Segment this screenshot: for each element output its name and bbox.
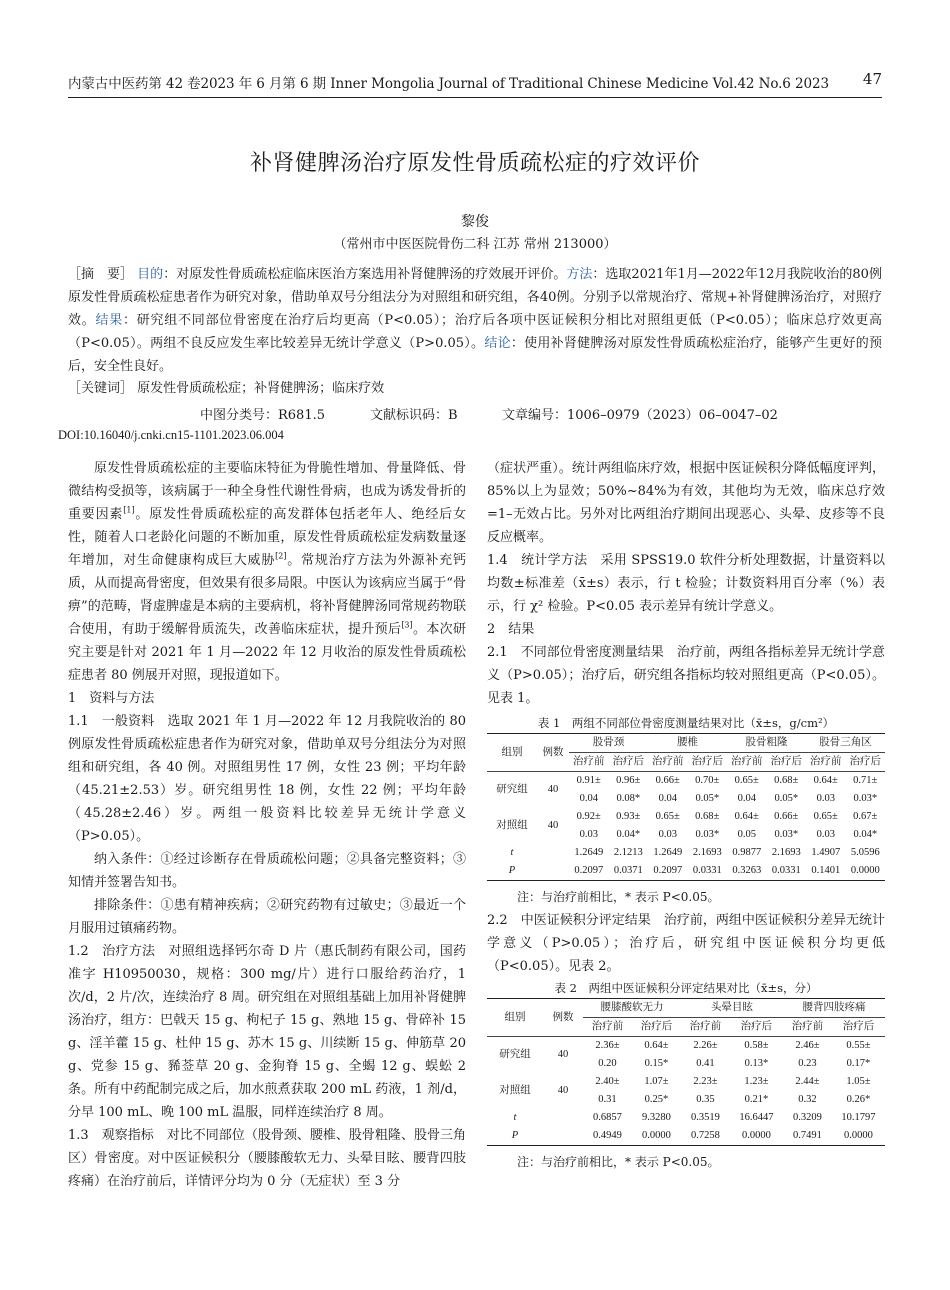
t2-cell: 0.31 bbox=[598, 1094, 617, 1105]
paragraph-1-3: 1.3 观察指标 对比不同部位（股骨颈、腰椎、股骨粗隆、股骨三角区）骨密度。对中医证候积分（腰膝酸软无力、头晕目眩、腰背四肢疼痛）在治疗前后，详情评分均为 0 分（无症状）至 3 分 bbox=[68, 1128, 466, 1189]
intro-text-c: 。常规治疗方法为外源补充钙质，从而提高骨密度，但效果有很多局限。中医认为该病应当属于“骨痹”的范畴，肾虚脾虚是本病的主要病机，将补肾健脾汤同常规药物联合使用，有助于缓解骨质流失，改善临床症状，提升预后 bbox=[68, 553, 466, 637]
t2-row-p bbox=[487, 1127, 885, 1146]
t1-cell: 0.67± bbox=[853, 811, 878, 822]
paragraph-2-1: 2.1 不同部位骨密度测量结果 治疗前，两组各指标差异无统计学意义（P>0.05）；治疗后，研究组各指标均较对照组更高（P<0.05）。见表 1。 bbox=[487, 645, 885, 706]
t2-cell: 2.26± bbox=[693, 1040, 718, 1051]
t1-cell: 0.2097 bbox=[574, 865, 604, 876]
t1-cell: 0.05* bbox=[695, 793, 720, 804]
ref-3: [3] bbox=[401, 620, 413, 630]
keywords bbox=[68, 377, 882, 396]
ref-1: [1] bbox=[123, 505, 135, 515]
t1-cell: 2.1213 bbox=[613, 847, 643, 858]
t2-post: 治疗后 bbox=[640, 1021, 673, 1032]
author: 黎俊 bbox=[461, 214, 489, 230]
t1-cell: 0.65± bbox=[734, 775, 759, 786]
t1-cell: 2.1693 bbox=[771, 847, 801, 858]
t1-pre: 治疗前 bbox=[810, 756, 842, 767]
t1-site: 股骨三角区 bbox=[806, 734, 885, 753]
abstract-label: ［摘 要］ bbox=[68, 267, 134, 282]
table2 bbox=[487, 998, 885, 1146]
paragraph-1-3-cont: （症状严重）。统计两组临床疗效，根据中医证候积分降低幅度评判，85%以上为显效；50%~84%为有效，其他均为无效，临床总疗效=1–无效占比。另外对比两组治疗期间出现恶心、头晕、皮疹等不良反应概率。 bbox=[487, 461, 885, 545]
t2-cell: 0.58± bbox=[744, 1040, 769, 1051]
objective-label: 目的 bbox=[137, 267, 164, 282]
t2-cell: 2.23± bbox=[693, 1076, 718, 1087]
affiliation: （常州市中医医院骨伤二科 江苏 常州 213000） bbox=[333, 237, 617, 252]
table1-caption: 表 1 两组不同部位骨密度测量结果对比（x̄±s，g/cm²） bbox=[537, 716, 835, 730]
t1-cell: 0.04* bbox=[616, 829, 641, 840]
result-label: 结果 bbox=[95, 313, 124, 328]
t1-cell: 0.05 bbox=[737, 829, 756, 840]
t2-cell: 10.1797 bbox=[841, 1112, 876, 1123]
t1-site: 腰椎 bbox=[648, 734, 727, 753]
t1-cell: 0.04* bbox=[853, 829, 878, 840]
t2-cell: 0.3519 bbox=[690, 1112, 720, 1123]
paragraph-1-4: 1.4 统计学方法 采用 SPSS19.0 软件分析处理数据，计量资料以均数±标准差（x̄±s）表示，行 t 检验；计数资料用百分率（%）表示，行 χ² 检验。P<0.05 表示差异有统计学意义。 bbox=[487, 553, 885, 614]
t2-row-control-mean bbox=[487, 1073, 885, 1091]
t1-cell: 0.3263 bbox=[732, 865, 762, 876]
t1-group-n: 40 bbox=[547, 784, 559, 795]
t1-site: 股骨粗隆 bbox=[727, 734, 806, 753]
t1-pre: 治疗前 bbox=[652, 756, 684, 767]
ref-2: [2] bbox=[275, 551, 287, 561]
t2-cell: 0.0000 bbox=[844, 1130, 873, 1141]
t1-cell: 5.0596 bbox=[850, 847, 880, 858]
t1-cell: 0.64± bbox=[734, 811, 759, 822]
abstract bbox=[68, 263, 882, 378]
t1-cell: 2.1693 bbox=[692, 847, 722, 858]
t1-cell: 0.0331 bbox=[692, 865, 722, 876]
intro-text-b: 。原发性骨质疏松症的高发群体包括老年人、绝经后女性，随着人口老龄化问题的不断加重，原发性骨质疏松症发病数量逐年增加，对生命健康构成巨大威胁 bbox=[68, 507, 466, 568]
t2-group-name: 研究组 bbox=[499, 1049, 531, 1060]
keywords-text: 原发性骨质疏松症；补肾健脾汤；临床疗效 bbox=[137, 381, 385, 396]
method-label: 方法 bbox=[566, 267, 593, 282]
t1-cell: 0.03 bbox=[579, 829, 598, 840]
t1-cell: 0.03 bbox=[816, 793, 835, 804]
t1-cell: 0.65± bbox=[813, 811, 838, 822]
t1-cell: 0.0331 bbox=[771, 865, 801, 876]
t1-cell: 0.03* bbox=[853, 793, 878, 804]
table2-caption: 表 2 两组中医证候积分评定结果对比（x̄±s，分） bbox=[554, 981, 818, 995]
t2-cell: 0.15* bbox=[644, 1058, 669, 1069]
t2-cell: 0.7258 bbox=[690, 1130, 720, 1141]
section-heading-2: 2 结果 bbox=[487, 622, 535, 637]
t2-group-n: 40 bbox=[557, 1049, 569, 1060]
t2-post: 治疗后 bbox=[740, 1021, 773, 1032]
intro-text-a: 原发性骨质疏松症的主要临床特征为骨脆性增加、骨量降低、骨微结构受损等，该病属于一种全身性代谢性骨病，也成为诱发骨折的重要因素 bbox=[68, 461, 466, 522]
t1-post: 治疗后 bbox=[691, 756, 723, 767]
doc-code: 文献标识码：B bbox=[370, 408, 458, 423]
t2-pre: 治疗前 bbox=[591, 1021, 624, 1032]
t1-pre: 治疗前 bbox=[573, 756, 605, 767]
t2-cell: 0.7491 bbox=[793, 1130, 822, 1141]
t1-cell: 1.4907 bbox=[811, 847, 841, 858]
keywords-label: ［关键词］ bbox=[68, 381, 134, 396]
t2-cell: 1.05± bbox=[846, 1076, 871, 1087]
section-heading-1: 1 资料与方法 bbox=[68, 691, 155, 706]
t1-cell: 1.2649 bbox=[653, 847, 683, 858]
t1-post: 治疗后 bbox=[849, 756, 881, 767]
t2-cell: 0.4949 bbox=[593, 1130, 622, 1141]
t2-p-label: P bbox=[511, 1130, 519, 1141]
paragraph-1-2: 1.2 治疗方法 对照组选择钙尔奇 D 片（惠氏制药有限公司，国药准字 H10950030，规格：300 mg/片）进行口服给药治疗，1 次/d，2 片/次，连续治疗 8 周。研究组在对照组基础上加用补肾健脾汤治疗，组方：巴戟天 15 g、枸杞子 15 g、熟地 15 g、骨碎补 15 g、淫羊藿 15 g、杜仲 15 g、苏木 15 g、川续断 15 g、伸筋草 20 g、党参 15 g、豨莶草 20 g、金狗脊 15 g、全蝎 12 g、蜈蚣 2 条。所有中药配制完成之后，加水煎煮获取 200 mL 药液，1 剂/d，分早 100 mL、晚 100 mL 温服，同样连续治疗 8 周。 bbox=[68, 944, 466, 1120]
t2-cell: 9.3280 bbox=[642, 1112, 671, 1123]
t2-cell: 0.32 bbox=[798, 1094, 817, 1105]
t2-cell: 2.44± bbox=[795, 1076, 820, 1087]
t1-row-study-mean bbox=[487, 772, 885, 791]
t1-cell: 0.0371 bbox=[613, 865, 643, 876]
t1-cell: 1.2649 bbox=[574, 847, 604, 858]
intro-text-d: 。本次研究主要是针对 2021 年 1 月—2022 年 12 月收治的原发性骨质疏松症患者 80 例展开对照，现报道如下。 bbox=[68, 622, 466, 683]
t1-cell: 0.70± bbox=[695, 775, 720, 786]
t2-cell: 0.0000 bbox=[741, 1130, 771, 1141]
right-column bbox=[487, 457, 885, 1174]
t2-cell: 0.23 bbox=[798, 1058, 817, 1069]
t1-cell: 0.66± bbox=[655, 775, 680, 786]
t1-col-group: 组别 bbox=[487, 734, 537, 772]
t1-cell: 0.05* bbox=[774, 793, 799, 804]
t2-cell: 0.17* bbox=[846, 1058, 871, 1069]
t2-cell: 2.36± bbox=[595, 1040, 620, 1051]
page-number: 47 bbox=[862, 70, 882, 88]
t1-cell: 0.68± bbox=[774, 775, 799, 786]
inclusion-criteria: 纳入条件：①经过诊断存在骨质疏松问题；②具备完整资料；③知情并签署告知书。 bbox=[68, 852, 466, 890]
t1-cell: 0.03 bbox=[816, 829, 835, 840]
t2-group-name: 对照组 bbox=[499, 1085, 531, 1096]
t1-cell: 0.66± bbox=[774, 811, 799, 822]
t1-cell: 0.65± bbox=[655, 811, 680, 822]
t1-pre: 治疗前 bbox=[731, 756, 763, 767]
t2-cell: 0.0000 bbox=[642, 1130, 671, 1141]
left-column bbox=[68, 457, 466, 1193]
t2-cell: 16.6447 bbox=[739, 1112, 774, 1123]
result-text: ：研究组不同部位骨密度在治疗后均更高（P<0.05）；治疗后各项中医证候积分相比对照组更低（P<0.05）；临床总疗效更高（P<0.05）。两组不良反应发生率比较差异无统计学意义（P>0.05）。 bbox=[68, 313, 882, 351]
t1-cell: 0.92± bbox=[576, 811, 601, 822]
t2-pre: 治疗前 bbox=[689, 1021, 722, 1032]
t1-post: 治疗后 bbox=[612, 756, 644, 767]
t2-pre: 治疗前 bbox=[791, 1021, 824, 1032]
t1-cell: 0.2097 bbox=[653, 865, 683, 876]
class-number: 中图分类号：R681.5 bbox=[200, 408, 326, 423]
t2-cell: 2.46± bbox=[795, 1040, 820, 1051]
t1-cell: 0.0000 bbox=[850, 865, 880, 876]
t2-cell: 0.21* bbox=[744, 1094, 769, 1105]
article-title: 补肾健脾汤治疗原发性骨质疏松症的疗效评价 bbox=[249, 151, 700, 176]
t2-cell: 0.64± bbox=[644, 1040, 669, 1051]
conclusion-label: 结论 bbox=[484, 336, 511, 351]
t2-cell: 0.55± bbox=[846, 1040, 871, 1051]
t1-cell: 0.04 bbox=[579, 793, 598, 804]
doi: DOI:10.16040/j.cnki.cn15-1101.2023.06.004 bbox=[58, 428, 284, 442]
t1-group-name: 研究组 bbox=[496, 784, 528, 795]
header-rule bbox=[68, 97, 882, 98]
table2-note: 注：与治疗前相比，* 表示 P<0.05。 bbox=[517, 1155, 720, 1169]
conclusion-text: ：使用补肾健脾汤对原发性骨质疏松症治疗，能够产生更好的预后，安全性良好。 bbox=[68, 336, 882, 374]
journal-header: 内蒙古中医药第 42 卷2023 年 6 月第 6 期 Inner Mongolia Journal of Traditional Chinese Medicine Vol.42 No.6 2023 bbox=[68, 76, 829, 92]
exclusion-criteria: 排除条件：①患有精神疾病；②研究药物有过敏史；③最近一个月服用过镇痛药物。 bbox=[68, 898, 466, 936]
t1-cell: 0.71± bbox=[853, 775, 878, 786]
t1-t-label: t bbox=[510, 847, 514, 858]
t1-cell: 0.91± bbox=[576, 775, 601, 786]
t2-item: 头晕目眩 bbox=[681, 999, 783, 1018]
t1-cell: 0.64± bbox=[813, 775, 838, 786]
t1-cell: 0.03* bbox=[774, 829, 799, 840]
t1-cell: 0.68± bbox=[695, 811, 720, 822]
t2-row-t bbox=[487, 1109, 885, 1127]
t1-cell: 0.04 bbox=[737, 793, 756, 804]
paragraph-1-1: 1.1 一般资料 选取 2021 年 1 月—2022 年 12 月我院收治的 80 例原发性骨质疏松症患者作为研究对象，借助单双号分组法分为对照组和研究组，各 40 例。对照组男性 17 例，女性 23 例；平均年龄（45.21±2.53）岁。研究组男性 18 例，女性 22 例；平均年龄（45.28±2.46）岁。两组一般资料比较差异无统计学意义（P>0.05）。 bbox=[68, 714, 466, 844]
t1-cell: 0.93± bbox=[616, 811, 641, 822]
t1-cell: 0.03 bbox=[658, 829, 677, 840]
t1-group-name: 对照组 bbox=[496, 820, 528, 831]
t2-cell: 0.13* bbox=[744, 1058, 769, 1069]
table1-note: 注：与治疗前相比，* 表示 P<0.05。 bbox=[517, 890, 720, 904]
article-number: 文章编号：1006–0979（2023）06–0047–02 bbox=[502, 408, 778, 423]
t2-row-study-mean bbox=[487, 1037, 885, 1056]
t2-cell: 0.25* bbox=[644, 1094, 669, 1105]
t2-cell: 1.23± bbox=[744, 1076, 769, 1087]
intro-paragraph bbox=[68, 457, 466, 687]
method-text: ：选取2021年1月—2022年12月我院收治的80例原发性骨质疏松症患者作为研究对象，借助单双号分组法分为对照组和研究组，各40例。分别予以常规治疗、常规+补肾健脾汤治疗，对照疗效。 bbox=[68, 267, 882, 328]
objective-text: ：对原发性骨质疏松症临床医治方案选用补肾健脾汤的疗效展开评价。 bbox=[163, 267, 567, 282]
t2-item: 腰背四肢疼痛 bbox=[783, 999, 885, 1018]
t2-post: 治疗后 bbox=[842, 1021, 875, 1032]
t1-cell: 0.96± bbox=[616, 775, 641, 786]
t2-cell: 0.20 bbox=[598, 1058, 617, 1069]
t1-group-n: 40 bbox=[547, 820, 559, 831]
t2-item: 腰膝酸软无力 bbox=[583, 999, 681, 1018]
paragraph-2-2: 2.2 中医证候积分评定结果 治疗前，两组中医证候积分差异无统计学意义（P>0.05）；治疗后，研究组中医证候积分均更低（P<0.05）。见表 2。 bbox=[487, 913, 885, 974]
t1-cell: 0.04 bbox=[658, 793, 677, 804]
t2-col-group: 组别 bbox=[487, 999, 543, 1037]
t1-cell: 0.9877 bbox=[732, 847, 762, 858]
t1-cell: 0.03* bbox=[695, 829, 720, 840]
t2-group-n: 40 bbox=[557, 1085, 569, 1096]
t1-row-t bbox=[487, 844, 885, 862]
t2-cell: 0.3209 bbox=[793, 1112, 822, 1123]
t2-cell: 1.07± bbox=[644, 1076, 669, 1087]
t1-post: 治疗后 bbox=[770, 756, 802, 767]
t1-row-control-mean bbox=[487, 808, 885, 826]
t2-cell: 0.26* bbox=[846, 1094, 871, 1105]
t1-row-p bbox=[487, 862, 885, 881]
t2-cell: 2.40± bbox=[595, 1076, 620, 1087]
t2-cell: 0.35 bbox=[696, 1094, 715, 1105]
t1-col-n: 例数 bbox=[537, 734, 569, 772]
t2-t-label: t bbox=[513, 1112, 517, 1123]
t1-p-label: P bbox=[508, 865, 516, 876]
table1 bbox=[487, 733, 885, 881]
t2-col-n: 例数 bbox=[543, 999, 583, 1037]
t1-cell: 0.1401 bbox=[811, 865, 841, 876]
t2-cell: 0.6857 bbox=[593, 1112, 622, 1123]
t2-cell: 0.41 bbox=[696, 1058, 715, 1069]
t1-site: 股骨颈 bbox=[569, 734, 648, 753]
t1-cell: 0.08* bbox=[616, 793, 641, 804]
